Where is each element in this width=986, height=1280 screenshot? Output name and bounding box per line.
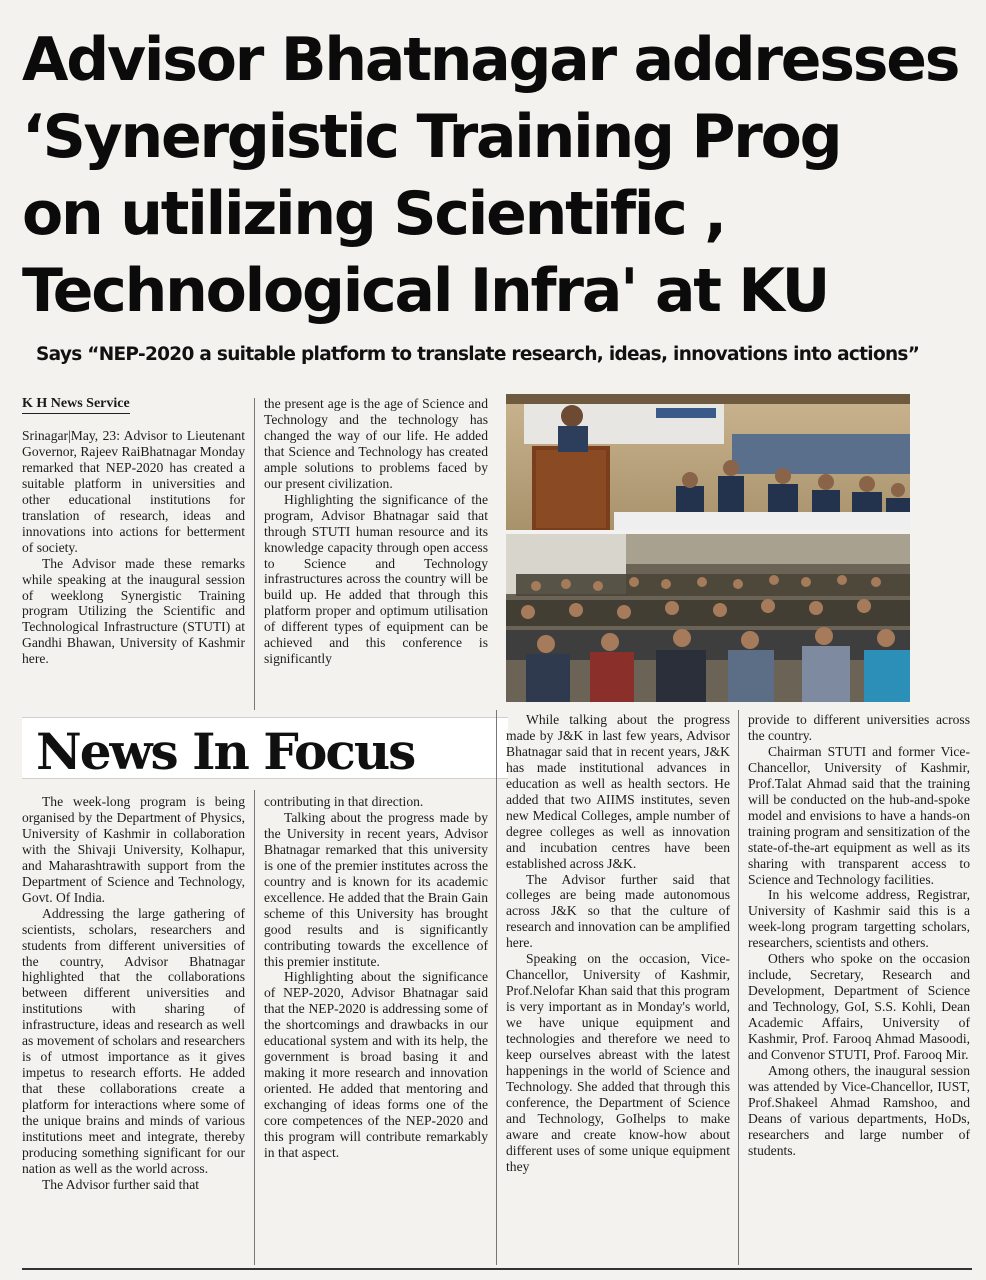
paragraph: Speaking on the occasion, Vice-Chancellor, University of Kashmir, Prof.Nelofar Khan said that this program is very important as in Monday's world, we have unique equipment and technologies and therefore we need to keep ourselves abreast with the latest happenings in the world of Science and Technology. She added that through this conference, the Department of Science and Technology, GoIhelps to make aware and create know-how about different uses of some unique equipment they [506, 951, 730, 1174]
column-divider [254, 398, 255, 710]
headline [22, 22, 972, 330]
column-2-top [264, 396, 488, 667]
headline-line-3: on utilizing Scientific , [22, 179, 725, 249]
paragraph: Highlighting the significance of the program, Advisor Bhatnagar said that through STUTI human resource and its knowledge capacity through open access to Science and Technology infrastructures across the country will be build up. He added that through this platform proper and optimum utilisation of different types of equipment can be achieved and this conference is significantly [264, 491, 488, 667]
column-1-top [22, 428, 245, 667]
paragraph: the present age is the age of Science and Technology and the technology has changed the way of our life. He added that Science and Technology has created ample solutions to problems faced by our present civilization. [264, 396, 488, 491]
paragraph: The Advisor further said that colleges are being made autonomous across J&K so that the culture of research and innovation can be amplified here. [506, 871, 730, 951]
headline-line-4: Technological Infra' at KU [22, 256, 829, 326]
paragraph: provide to different universities across the country. [748, 712, 970, 743]
byline: K H News Service [22, 396, 130, 414]
paragraph: Highlighting about the significance of NEP-2020, Advisor Bhatnagar said that the NEP-2020 is addressing some of the shortcomings and drawbacks in our educational system and with its help, the government is broad basing it and making it more research and innovation oriented. He added that mentoring and exchanging of ideas forms one of the core competences of the NEP-2020 and this program will contribute remarkably in that aspect. [264, 969, 488, 1160]
paragraph: Among others, the inaugural session was attended by Vice-Chancellor, IUST, Prof.Shakeel Ahmad Ramshoo, and Deans of various departments, HoDs, researchers and large number of students. [748, 1062, 970, 1158]
section-label: News In Focus [36, 722, 415, 781]
bottom-rule [22, 1268, 972, 1270]
paragraph: The Advisor further said that [42, 1176, 200, 1192]
column-divider [254, 790, 255, 1265]
paragraph: Srinagar|May, 23: Advisor to Lieutenant Governor, Rajeev RaiBhatnagar Monday remarked that NEP-2020 has created a suitable platform in universities and other educational institutions for translation of research, ideas and innovations into actions for betterment of society. [22, 428, 245, 555]
column-1-bottom [22, 794, 245, 1193]
column-divider [738, 710, 739, 1265]
subheadline: Says “NEP-2020 a suitable platform to translate research, ideas, innovations into actions” [36, 344, 920, 365]
paragraph: contributing in that direction. [264, 794, 424, 809]
paragraph: Addressing the large gathering of scientists, scholars, researchers and students from different universities of the country, Advisor Bhatnagar highlighted that the collaborations between different universities and institutions with sharing of infrastructure, ideas and research as well as movement of scholars and researchers is of utmost importance as it gives impetus to research efforts. He added that these collaborations create a platform for interactions where some of the unique brains and minds of various institutions meet and integrate, thereby producing something significant for our nation as well as the world across. [22, 905, 245, 1176]
headline-line-1: Advisor Bhatnagar addresses [22, 25, 959, 95]
podium-speaker-photo [506, 394, 910, 530]
column-divider [496, 710, 497, 1265]
column-4 [748, 712, 970, 1159]
paragraph: Others who spoke on the occasion include, Secretary, Research and Development, Department of Science and Technology, GoI, S.S. Kohli, Dean Academic Affairs, University of Kashmir, Prof. Farooq Ahmad Masoodi, and Convenor STUTI, Prof. Farooq Mir. [748, 951, 970, 1063]
audience-photo [506, 534, 910, 702]
news-in-focus-banner [22, 717, 508, 779]
paragraph: Chairman STUTI and former Vice-Chancellor, University of Kashmir, Prof.Talat Ahmad said that the training will be conducted on the hub-and-spoke model and envisions to have a hands-on training program and sensitization of the state-of-the-art equipment as well as its sharing with transparent access to Science and Technology facilities. [748, 743, 970, 887]
headline-line-2: ‘Synergistic Training Prog [22, 102, 841, 172]
paragraph: The week-long program is being organised by the Department of Physics, University of Kashmir in collaboration with the Shivaji University, Kolhapur, and Maharashtrawith support from the Department of Science and Technology, Govt. Of India. [22, 794, 245, 905]
column-3 [506, 712, 730, 1175]
paragraph: In his welcome address, Registrar, University of Kashmir said this is a week-long program targetting scholars, researchers, scientists and others. [748, 887, 970, 951]
column-2-bottom [264, 794, 488, 1161]
paragraph: Talking about the progress made by the University in recent years, Advisor Bhatnagar remarked that this university is one of the premier institutes across the country and is known for its academic excellence. He added that the Brain Gain scheme of this University has brought good results and is significantly contributing towards the excellence of this premier institute. [264, 809, 488, 969]
paragraph: While talking about the progress made by J&K in last few years, Advisor Bhatnagar said that in recent years, J&K has made institutional advances in education as well as health sectors. He added that two AIIMS institutes, seven new Medical Colleges, ample number of degree colleges as well as innovation and incubation centres have been established across J&K. [506, 712, 730, 871]
paragraph: The Advisor made these remarks while speaking at the inaugural session of weeklong Synergistic Training program Utilizing the Scientific and Technological Infrastructure (STUTI) at Gandhi Bhawan, University of Kashmir here. [22, 555, 245, 667]
